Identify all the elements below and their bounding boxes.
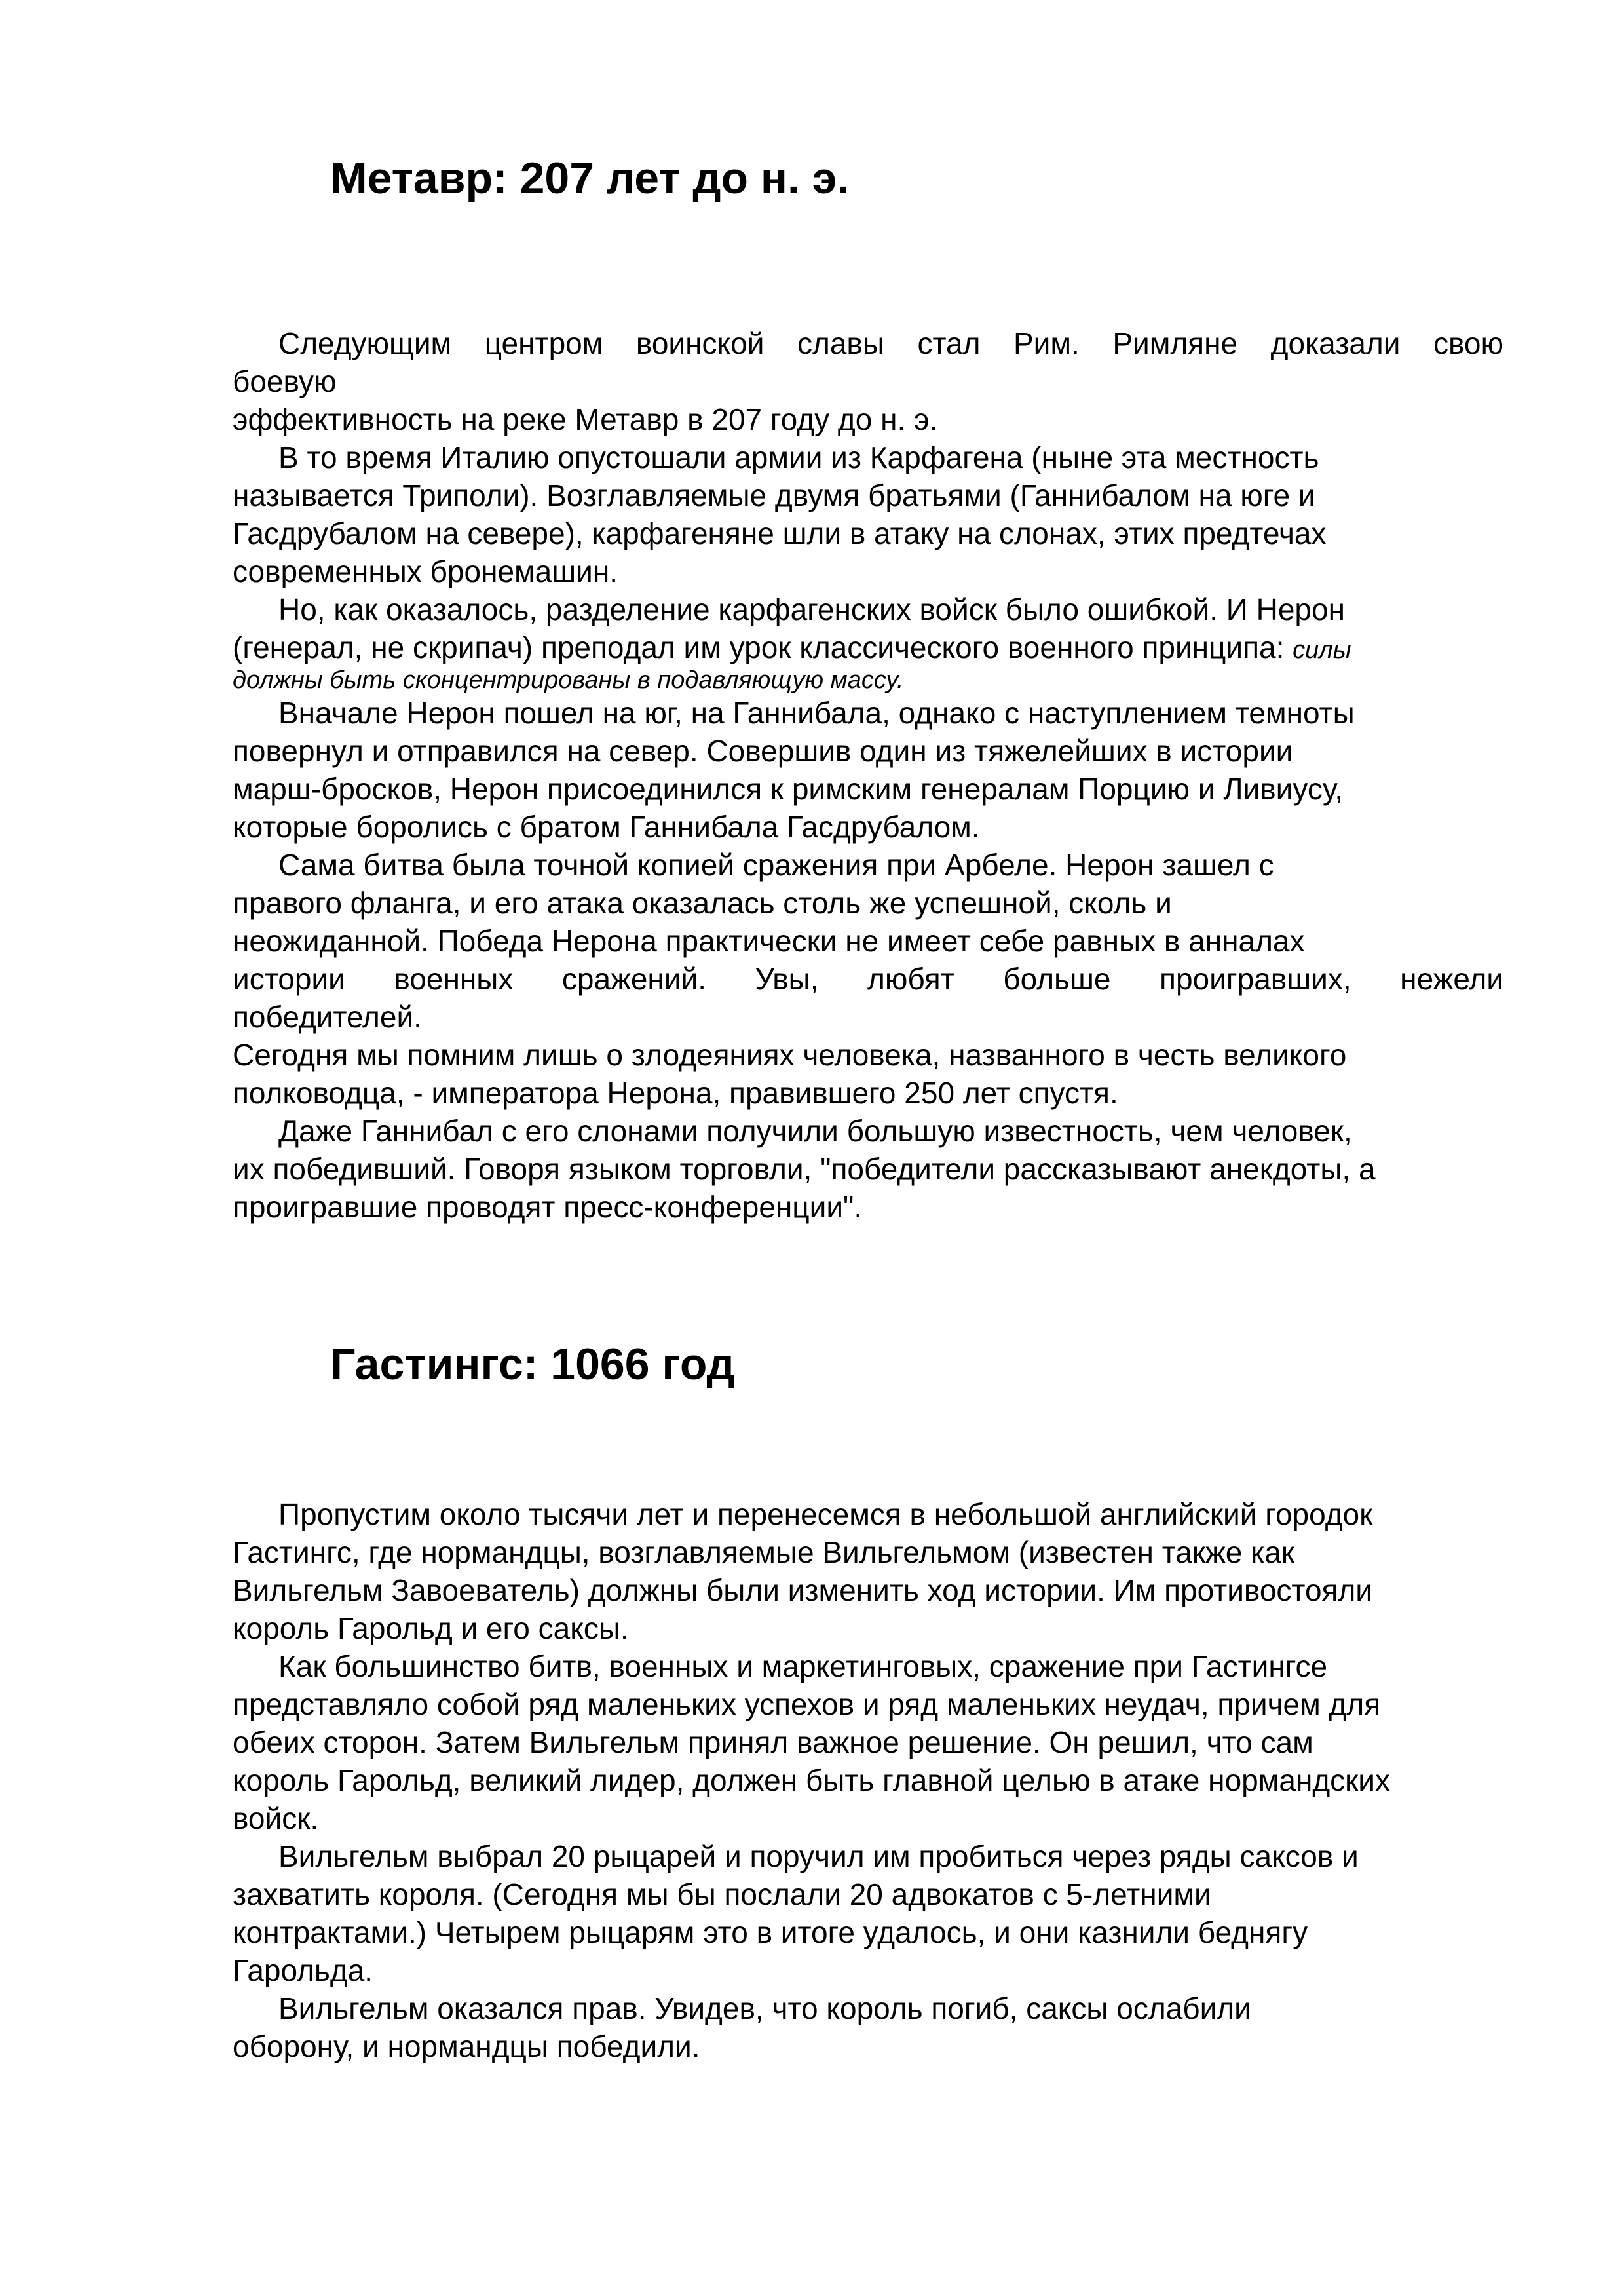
italic-text-line: должны быть сконцентрированы в подавляющую массу. — [233, 666, 904, 694]
text-line: современных бронемашин. — [233, 554, 618, 588]
text-line: Гасдрубалом на севере), карфагеняне шли в атаку на слонах, этих предтечах — [233, 516, 1327, 550]
text-line: Гарольда. — [233, 1953, 373, 1987]
text-line-start: (генерал, не скрипач) преподал им урок классического военного принципа: — [233, 630, 1285, 664]
section-heading-hastings: Гастингс: 1066 год — [330, 1339, 735, 1389]
text-line: Гастингс, где нормандцы, возглавляемые Вильгельмом (известен также как — [233, 1535, 1294, 1569]
text-line-with-italic — [233, 628, 1503, 666]
text-line: которые боролись с братом Ганнибала Гасдрубалом. — [233, 810, 980, 844]
text-line: Вильгельм выбрал 20 рыцарей и поручил им пробиться через ряды саксов и — [278, 1839, 1359, 1873]
section-body-hastings — [233, 1495, 1503, 2065]
text-line: правого фланга, и его атака оказалась столь же успешной, сколь и — [233, 886, 1172, 920]
text-line: победителей. — [233, 1000, 422, 1034]
text-line: их победивший. Говоря языком торговли, "победители рассказывают анекдоты, а — [233, 1152, 1376, 1186]
section-body-metaurus — [233, 324, 1503, 1226]
text-line: контрактами.) Четырем рыцарям это в итоге удалось, и они казнили беднягу — [233, 1915, 1308, 1949]
text-line: неожиданной. Победа Нерона практически не имеет себе равных в анналах — [233, 924, 1305, 958]
text-line: захватить короля. (Сегодня мы бы послали 20 адвокатов с 5-летними — [233, 1877, 1211, 1911]
text-line: Даже Ганнибал с его слонами получили большую известность, чем человек, — [278, 1114, 1352, 1148]
text-line: король Гарольд, великий лидер, должен быть главной целью в атаке нормандских — [233, 1763, 1391, 1797]
text-line: Следующим центром воинской славы стал Рим. Римляне доказали свою — [278, 326, 1503, 360]
text-line: представляло собой ряд маленьких успехов и ряд маленьких неудач, причем для — [233, 1687, 1381, 1721]
text-line: полководца, - императора Нерона, правившего 250 лет спустя. — [233, 1076, 1118, 1110]
text-line: называется Триполи). Возглавляемые двумя братьями (Ганнибалом на юге и — [233, 478, 1315, 512]
text-line: войск. — [233, 1801, 319, 1835]
text-line: Пропустим около тысячи лет и перенесемся в небольшой английский городок — [278, 1497, 1373, 1531]
text-line: повернул и отправился на север. Совершив один из тяжелейших в истории — [233, 734, 1293, 768]
italic-text: силы — [1293, 636, 1351, 664]
text-line: король Гарольд и его саксы. — [233, 1611, 629, 1645]
text-line: Сама битва была точной копией сражения при Арбеле. Нерон зашел с — [278, 848, 1274, 882]
text-line: проигравшие проводят пресс-конференции". — [233, 1190, 863, 1224]
text-line: Вильгельм Завоеватель) должны были изменить ход истории. Им противостояли — [233, 1573, 1373, 1607]
text-line: оборону, и нормандцы победили. — [233, 2029, 700, 2063]
text-line: Вначале Нерон пошел на юг, на Ганнибала, однако с наступлением темноты — [278, 696, 1355, 730]
section-heading-metaurus: Метавр: 207 лет до н. э. — [330, 153, 850, 203]
text-line: Сегодня мы помним лишь о злодеяниях человека, названного в честь великого — [233, 1038, 1347, 1072]
text-line: Как большинство битв, военных и маркетинговых, сражение при Гастингсе — [278, 1649, 1328, 1683]
text-line: эффективность на реке Метавр в 207 году до н. э. — [233, 402, 938, 436]
text-line: истории военных сражений. Увы, любят больше проигравших, нежели — [233, 962, 1503, 996]
text-line: марш-бросков, Нерон присоединился к римским генералам Порцию и Ливиусу, — [233, 772, 1343, 806]
text-line: Вильгельм оказался прав. Увидев, что король погиб, саксы ослабили — [278, 1991, 1251, 2025]
text-line: Но, как оказалось, разделение карфагенских войск было ошибкой. И Нерон — [278, 592, 1345, 626]
text-line: боевую — [233, 364, 337, 398]
text-line: обеих сторон. Затем Вильгельм принял важное решение. Он решил, что сам — [233, 1725, 1313, 1759]
text-line: В то время Италию опустошали армии из Карфагена (ныне эта местность — [278, 440, 1319, 474]
